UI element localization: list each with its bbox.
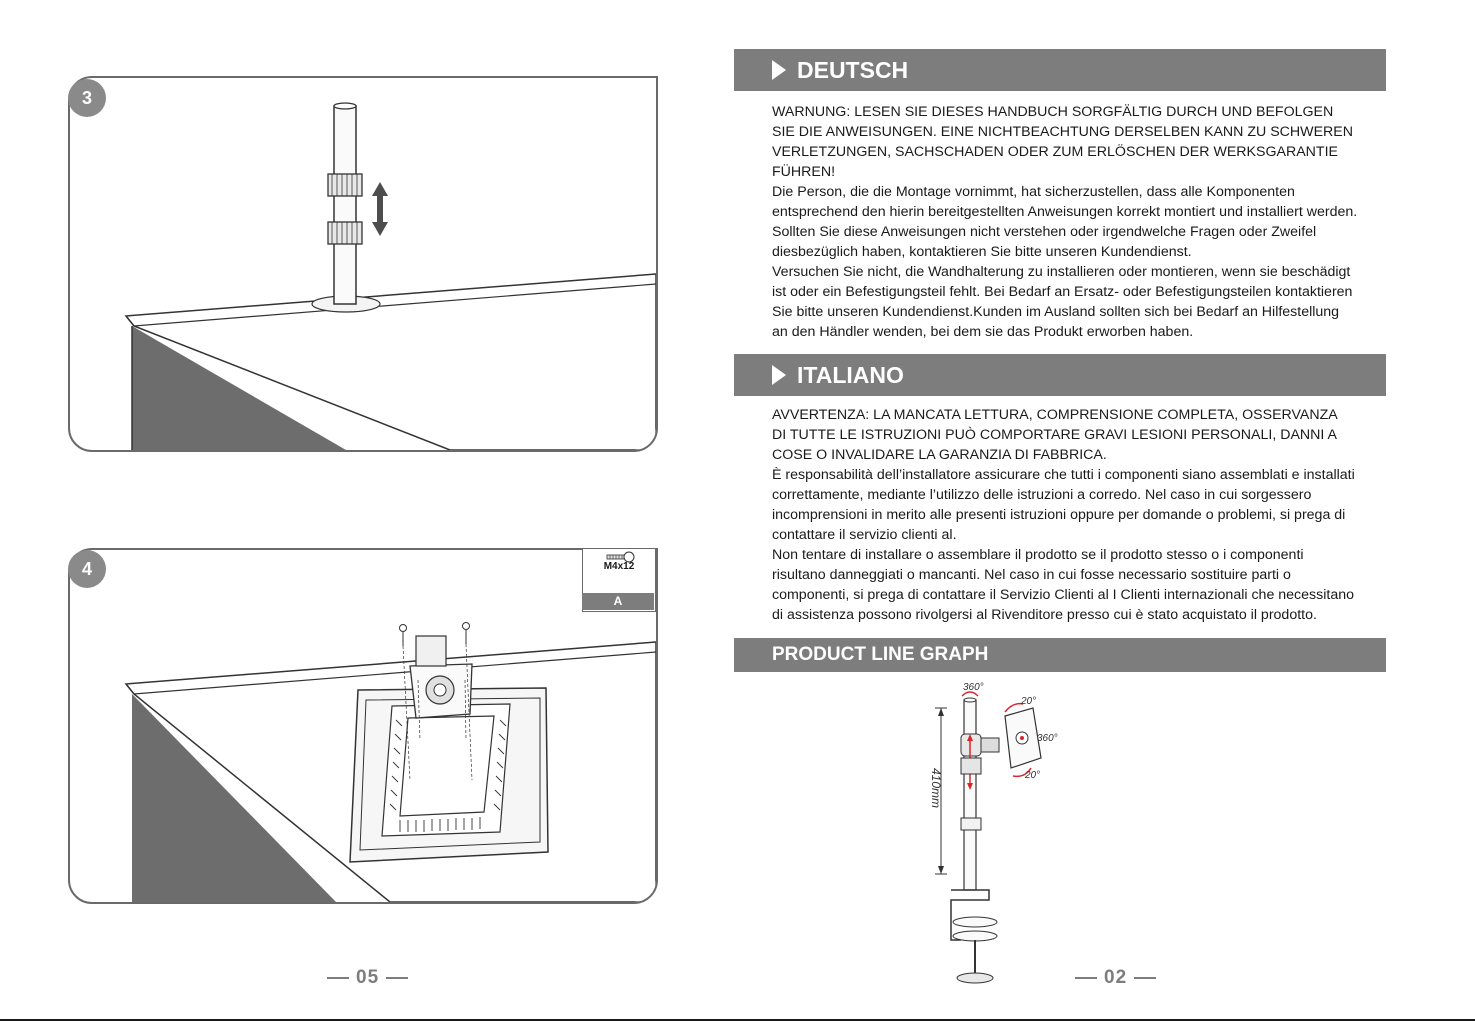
deutsch-heading: DEUTSCH [797,57,909,83]
play-arrow-icon [772,365,786,385]
text-line: VERLETZUNGEN, SACHSCHADEN ODER ZUM ERLÖSCHEN DER WERKSGARANTIE [772,144,1338,160]
text-line: WARNUNG: LESEN SIE DIESES HANDBUCH SORGFÄLTIG DURCH UND BEFOLGEN [772,104,1334,120]
step-3-badge: 3 [68,79,106,117]
text-line: contattare il servizio clienti al. [772,527,957,543]
text-line: di assistenza possono rivolgersi al Rivenditore presso cui è stato acquistato il prodotto. [772,607,1317,623]
text-line: SIE DIE ANWEISUNGEN. EINE NICHTBEACHTUNG DERSELBEN KANN ZU SCHWEREN [772,124,1353,140]
monitor-arm-product-diagram [915,678,1065,988]
top-tilt-label: 20° [1021,696,1037,707]
text-line: È responsabilità dell’installatore assicurare che tutti i componenti siano assemblati e installati [772,467,1355,483]
side-rotation-label: 360° [1037,733,1058,744]
deutsch-warning-text [772,102,1392,342]
step-4-illustration-panel [68,548,658,904]
right-page-number: 02 [1068,967,1163,989]
text-line: ist oder ein Befestigungsteil fehlt. Bei Bedarf an Ersatz- oder Befestigungsteilen kontaktieren [772,284,1353,300]
product-line-graph-heading-bar [734,638,1386,672]
text-line: Sie bitte unseren Kundendienst.Kunden im Ausland sollten sich bei Bedarf an Hilfestellung [772,304,1340,320]
pole-height-adjust-illustration [70,78,656,450]
bottom-tilt-label: 20° [1025,770,1041,781]
text-line: DI TUTTE LE ISTRUZIONI PUÒ COMPORTARE GRAVI LESIONI PERSONALI, DANNI A [772,427,1337,443]
text-line: entsprechend den hierin bereitgestellten Anweisungen korrekt montiert und installiert werden. [772,204,1358,220]
left-page-number: 05 [320,967,415,989]
part-size-label: M4x12 [603,561,635,572]
text-line: componenti, si prega di contattare il Servizio Clienti al I Clienti internazionali che necessitano [772,587,1354,603]
text-line: incomprensioni in merito alle presenti istruzioni oppure per domande o problemi, si prega di [772,507,1346,523]
text-line: FÜHREN! [772,164,836,180]
italiano-heading: ITALIANO [797,362,904,388]
text-line: COSE O INVALIDARE LA GARANZIA DI FABBRICA. [772,447,1107,463]
deutsch-heading-bar [734,49,1386,91]
height-label: 410mm [929,768,943,809]
vesa-plate-mounting-illustration [70,550,656,902]
text-line: diesbezüglich haben, kontaktieren Sie bitte unseren Kundendienst. [772,244,1192,260]
text-line: an den Händler wenden, bei dem sie das Produkt erworben haben. [772,324,1194,340]
top-rotation-label: 360° [963,682,984,693]
italiano-heading-bar [734,354,1386,396]
part-code-label: A [582,593,654,610]
text-line: Non tentare di installare o assemblare il prodotto se il prodotto stesso o i componenti [772,547,1304,563]
step-3-illustration-panel [68,76,658,452]
product-line-graph-heading: PRODUCT LINE GRAPH [772,644,989,665]
text-line: Sollten Sie diese Anweisungen nicht verstehen oder irgendwelche Fragen oder Zweifel [772,224,1317,240]
text-line: Die Person, die die Montage vornimmt, hat sicherzustellen, dass alle Komponenten [772,184,1295,200]
text-line: Versuchen Sie nicht, die Wandhalterung zu installieren oder montieren, wenn sie beschädigt [772,264,1351,280]
text-line: correttamente, mediante l’utilizzo delle istruzioni a corredo. Nel caso in cui sorgessero [772,487,1312,503]
italiano-warning-text [772,405,1392,625]
step-4-badge: 4 [68,550,106,588]
play-arrow-icon [772,60,786,80]
adjust-arrow-icon [372,182,388,236]
text-line: risultano danneggiati o mancanti. Nel caso in cui fosse necessario sostituire parti o [772,567,1291,583]
text-line: AVVERTENZA: LA MANCATA LETTURA, COMPRENSIONE COMPLETA, OSSERVANZA [772,407,1338,423]
